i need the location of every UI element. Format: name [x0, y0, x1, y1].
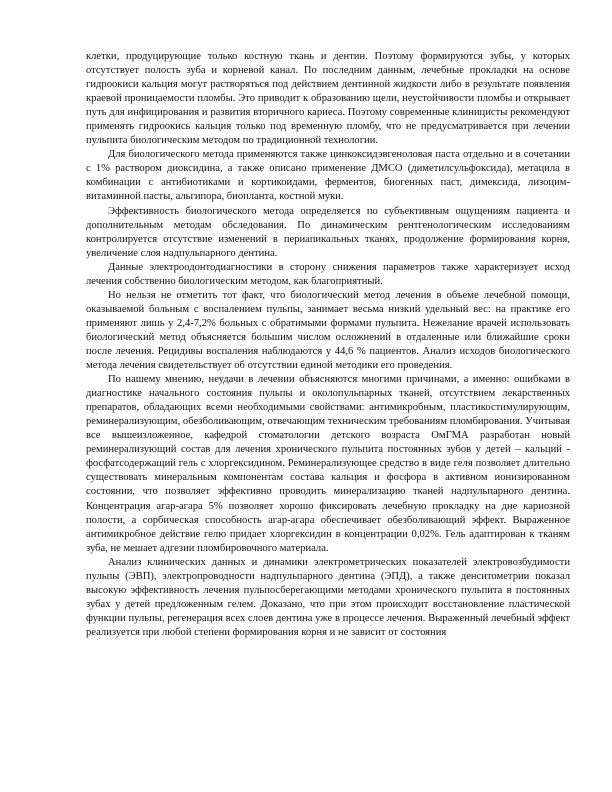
document-body: [86, 50, 570, 640]
paragraph-effectiveness: Эффективность биологического метода определяется по субъективным ощущениям пациента и дополнительным методам обследования. По динамическим рентгенологическим исследованиям контролируется отсутствие изменений в периапикальных тканях, продолжение формирования корня, увеличение слоя надпульпарного дентина.: [86, 205, 570, 259]
paragraph-failure-reasons: По нашему мнению, неудачи в лечении объясняются многими причинами, а именно: ошибками в диагностике начального состояния пульпы и околопульпарных тканей, отсутствием лекарственных препаратов, обладающих всеми необходимыми свойствами: антимикробным, пластикостимулирующим, реминерализующим, обезболивающим, отвечающим техническим требованиям пломбирования. Учитывая все вышеизложенное, кафедрой стоматологии детского возраста ОмГМА разработан новый реминерализующий состав для лечения хронического пульпита постоянных зубов у детей – кальций - фосфатсодержащий гель с хлоргексидином. Реминерализующее средство в виде геля позволяет длительно существовать минеральным компонентам состава кальция и фосфора в активном ионизированном состоянии, что позволяет эффективно проводить минерализацию тканей надпульпарного дентина. Концентрация агар-агара 5% позволяет хорошо фиксировать лечебную прокладку на дне кариозной полости, а сорбическая способность агар-агара обеспечивает обезболивающий эффект. Выраженное антимикробное действие гелю придает хлоргексидин в концентрации 0,02%. Гель адаптирован к тканям зуба, не мешает адгезии пломбировочного материала.: [86, 374, 570, 554]
paragraph-biological-method-agents: Для биологического метода применяются также цинкоксидэвгеноловая паста отдельно и в сочетании с 1% раствором диоксидина, а также описано применение ДМСО (диметилсульфоксида), метацила в комбинации с антибиотиками и кортикоидами, ферментов, биогенных паст, димексида, лизоцим-витаминной пасты, альгипора, биопланта, костной муки.: [86, 149, 570, 203]
paragraph-clinical-analysis: Анализ клинических данных и динамики электрометрических показателей электровозбудимости пульпы (ЭВП), электропроводности надпульпарного дентина (ЭПД), а также денситометрии показал высокую эффективность лечения пульпосберегающими методами хронического пульпита в постоянных зубах у детей предложенным гелем. Доказано, что при этом происходит восстановление пластической функции пульпы, регенерация всех слоев дентина уже в процессе лечения. Выраженный лечебный эффект реализуется при любой степени формирования корня и не зависит от состояния: [86, 556, 570, 638]
paragraph-low-usage: Но нельзя не отметить тот факт, что биологический метод лечения в объеме лечебной помощи, оказываемой больным с воспалением пульпы, занимает весьма низкий удельный вес: на практике его применяют лишь у 2,4-7,2% больных с обратимыми формами пульпита. Нежелание врачей использовать биологический метод объясняется большим числом осложнений в отдаленные или ближайшие сроки после лечения. Рецидивы воспаления наблюдаются у 44,6 % пациентов. Анализ исходов биологического метода лечения свидетельствует об отсутствии единой методики его проведения.: [86, 289, 570, 372]
paragraph-continuation: клетки, продуцирующие только костную ткань и дентин. Поэтому формируются зубы, у которых отсутствует полость зуба и корневой канал. По последним данным, лечебные прокладки на основе гидроокиси кальция могут растворяться под действием дентинной жидкости либо в результате появления краевой проницаемости пломбы. Это приводит к образованию щели, неустойчивости пломбы и открывает путь для инфицирования и развития вторичного кариеса. Поэтому современные клиницисты рекомендуют применять гидроокись кальция только под временную пломбу, что не предусматривается при лечении пульпита биологическим методом по традиционной технологии.: [86, 51, 570, 147]
paragraph-electroodontodiagnostics: Данные электроодонтодиагностики в сторону снижения параметров также характеризует исход лечения собственно биологическим методом, как благоприятный.: [86, 261, 570, 287]
